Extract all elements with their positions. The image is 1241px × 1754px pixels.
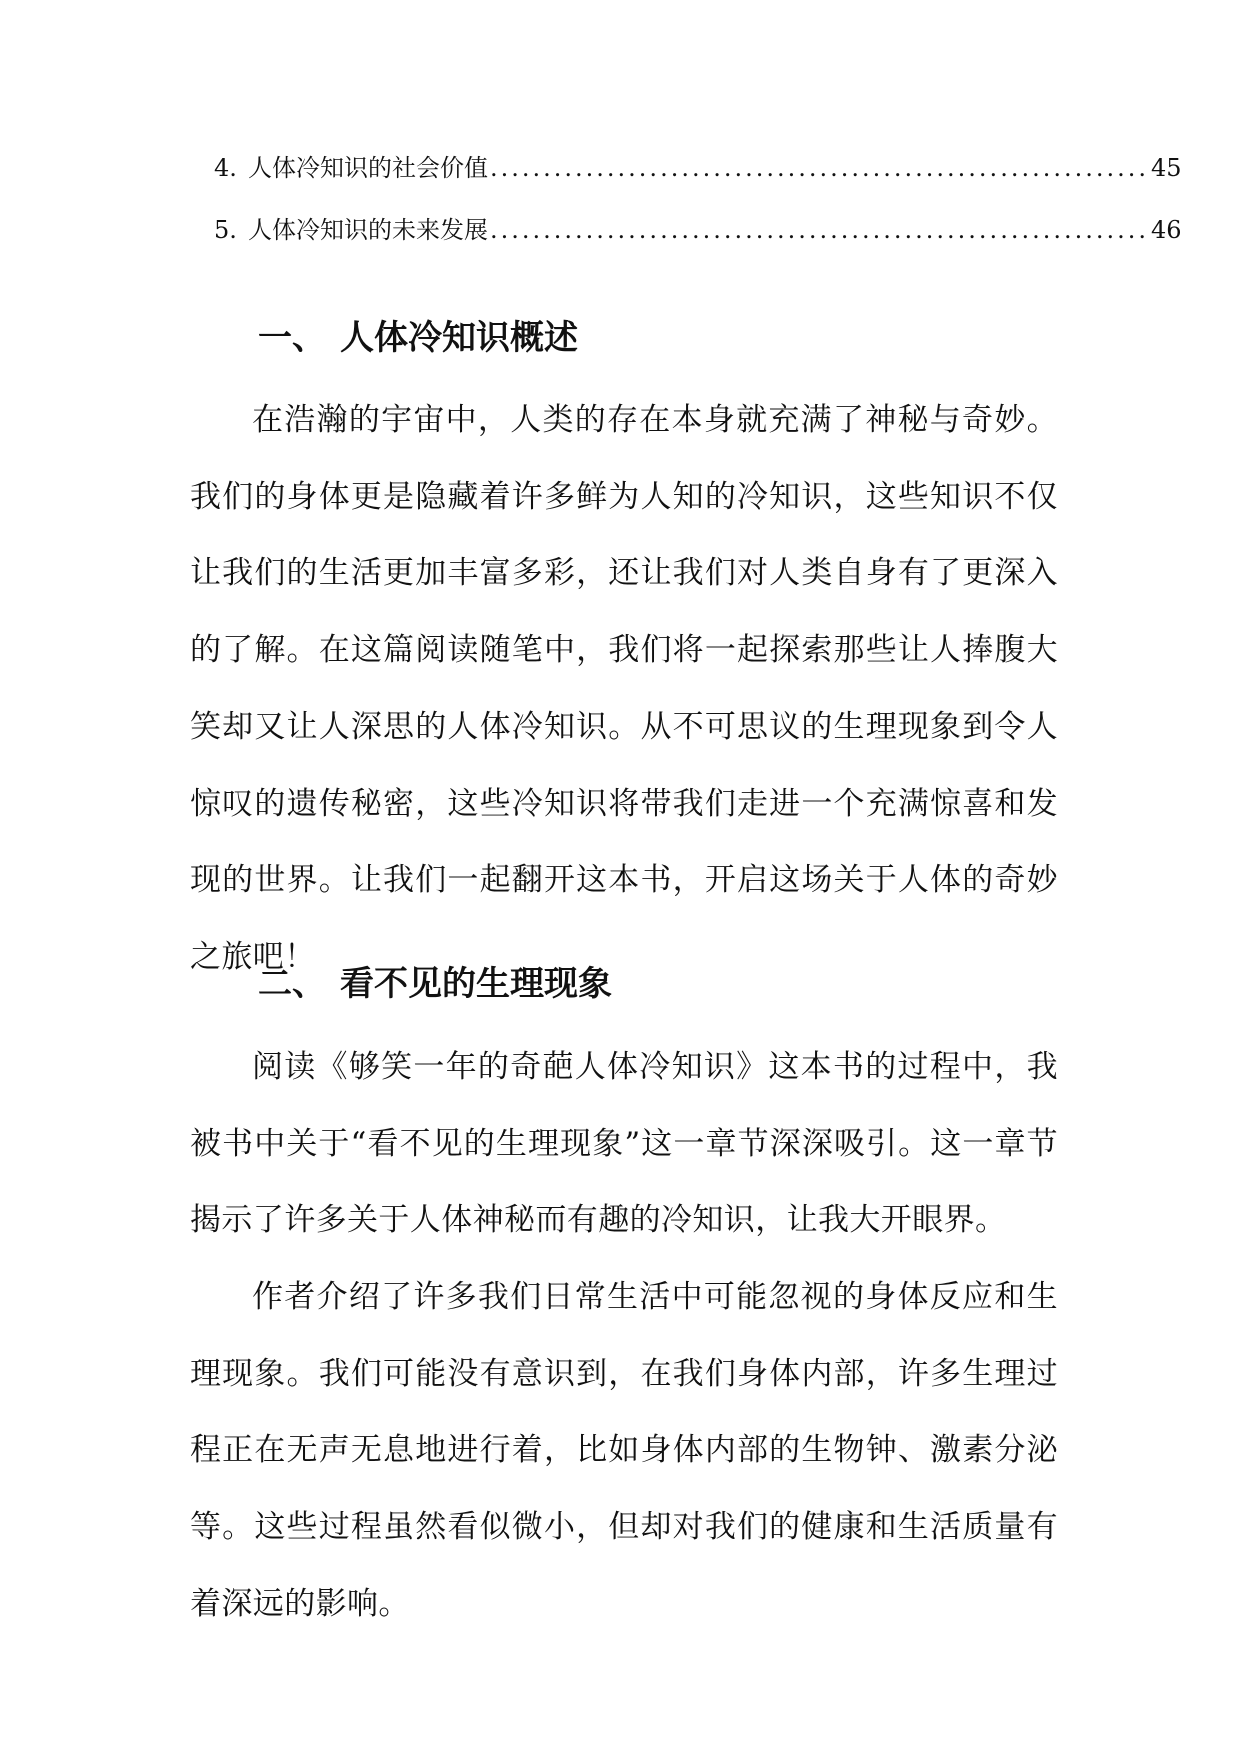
section-heading bbox=[258, 314, 578, 362]
toc-entry[interactable] bbox=[214, 213, 1182, 247]
body-paragraph: 阅读《够笑一年的奇葩人体冷知识》这本书的过程中，我被书中关于“看不见的生理现象”这一章节深深吸引。这一章节揭示了许多关于人体神秘而有趣的冷知识，让我大开眼界。 bbox=[190, 1049, 1058, 1239]
section-number: 一、 bbox=[258, 318, 326, 358]
toc-entry-title: 人体冷知识的未来发展 bbox=[248, 216, 488, 244]
section-title: 看不见的生理现象 bbox=[340, 964, 612, 1004]
body-paragraph: 在浩瀚的宇宙中，人类的存在本身就充满了神秘与奇妙。我们的身体更是隐藏着许多鲜为人知的冷知识，这些知识不仅让我们的生活更加丰富多彩，还让我们对人类自身有了更深入的了解。在这篇阅读随笔中，我们将一起探索那些让人捧腹大笑却又让人深思的人体冷知识。从不可思议的生理现象到令人惊叹的遗传秘密，这些冷知识将带我们走进一个充满惊喜和发现的世界。让我们一起翻开这本书，开启这场关于人体的奇妙之旅吧！ bbox=[190, 402, 1058, 975]
section-number: 二、 bbox=[258, 964, 326, 1004]
toc-entry-number: 5. bbox=[214, 216, 237, 244]
toc-entry-page-number: 45 bbox=[1151, 154, 1182, 182]
section-heading bbox=[258, 960, 612, 1008]
section-title: 人体冷知识概述 bbox=[340, 318, 578, 358]
body-paragraph: 作者介绍了许多我们日常生活中可能忽视的身体反应和生理现象。我们可能没有意识到，在我们身体内部，许多生理过程正在无声无息地进行着，比如身体内部的生物钟、激素分泌等。这些过程虽然看似微小，但却对我们的健康和生活质量有着深远的影响。 bbox=[190, 1279, 1058, 1622]
toc-entry-page-number: 46 bbox=[1151, 216, 1182, 244]
toc-entry-title: 人体冷知识的社会价值 bbox=[248, 154, 488, 182]
toc-entry[interactable] bbox=[214, 151, 1182, 185]
toc-dot-leader: .............................................................. bbox=[490, 216, 1149, 244]
toc-dot-leader: .............................................................. bbox=[490, 154, 1149, 182]
toc-entry-number: 4. bbox=[214, 154, 237, 182]
